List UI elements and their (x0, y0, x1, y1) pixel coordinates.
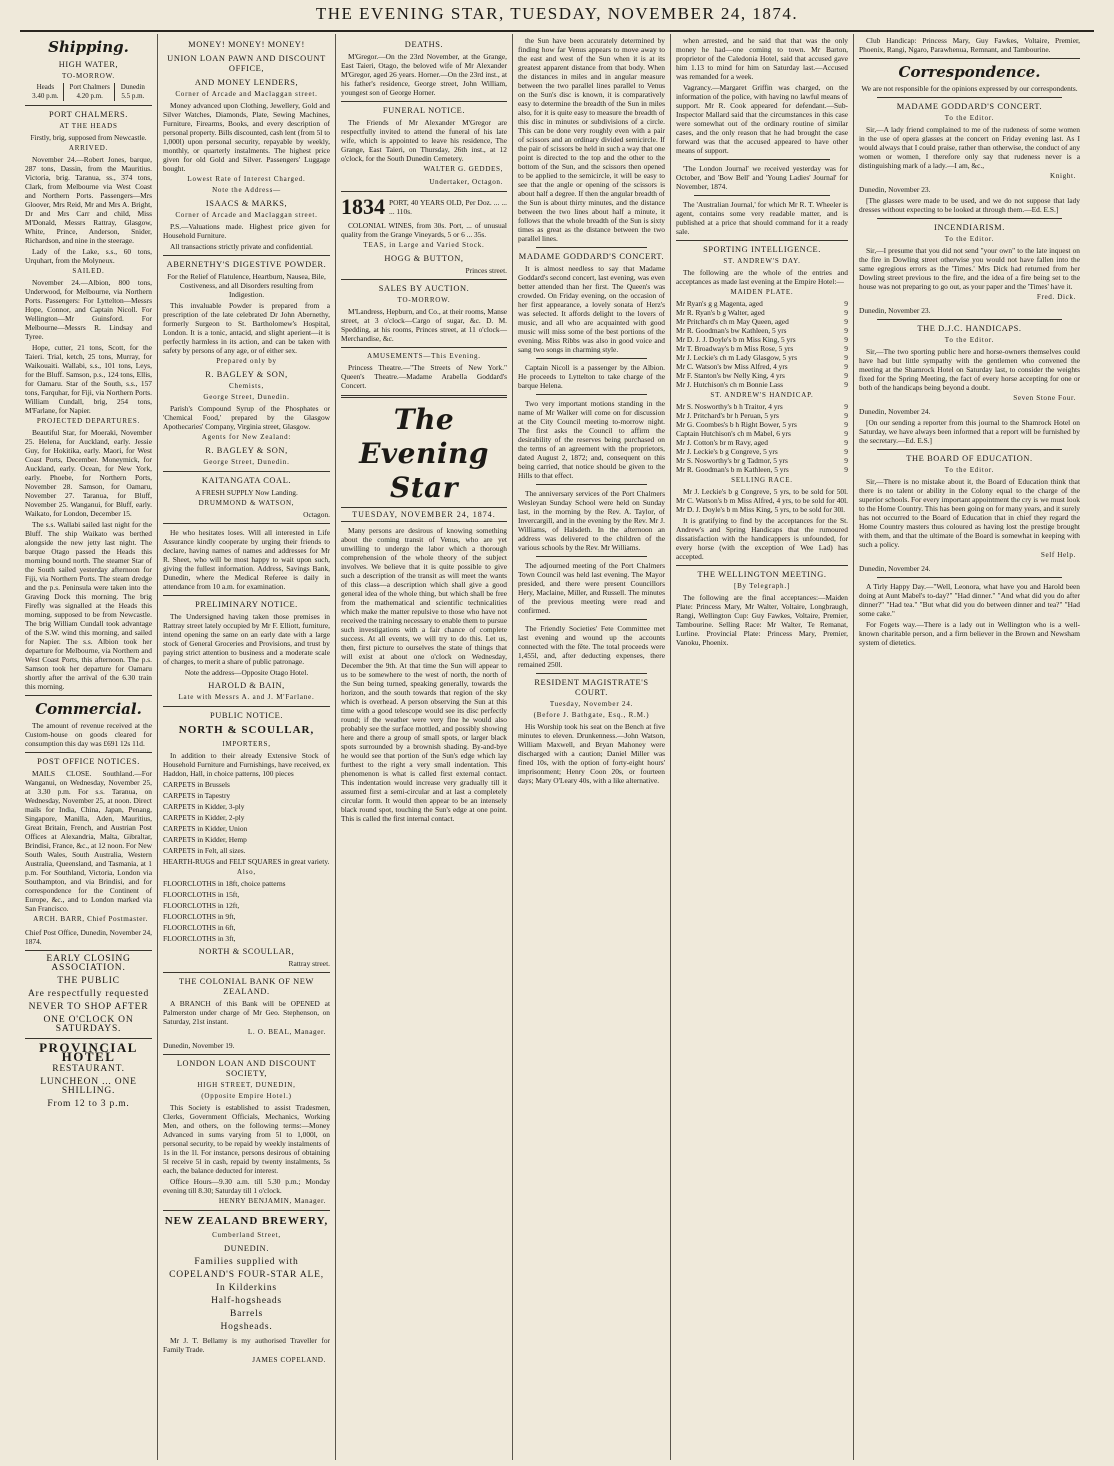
post-office-signature: ARCH. BARR, Chief Postmaster. (33, 915, 148, 923)
sales-tomorrow: TO-MORROW. (397, 296, 451, 304)
goddard-letter-heading: MADAME GODDARD'S CONCERT. (896, 102, 1043, 111)
wellington-heading: THE WELLINGTON MEETING. (697, 570, 827, 579)
goddard-letter-place: Dunedin, November 23. (859, 185, 931, 194)
kaitangata-firm: DRUMMOND & WATSON, (198, 499, 295, 507)
london-loan-signature: HENRY BENJAMIN, Manager. (218, 1197, 326, 1205)
amusements-text: Princess Theatre.—"The Streets of New York." Queen's Theatre.—Madame Arabella Goddard's Concert. (341, 363, 507, 390)
port-subheading: AT THE HEADS (59, 122, 118, 130)
happy-day-text: A Tirly Happy Day.—"Well, Leonora, what have you and Harold been doing at Aunt Mabel's to-day?" "Had dinner." "And what did you do after dinner?" "Had tea." "But what did you do between dinner and tea?" "Had some cake." (859, 582, 1080, 618)
editorial-text: Many persons are desirous of knowing something about the coming transit of Venus, who are yet unwilling to undergo the labor which a thorough comprehension of the whole theory of the subject involves. We believe that it is quite possible to give such a description of the transit as will meet the wants of this class—a description which shall give a good general idea of the whole thing, but which shall be free from the mathematical and scientific technicalities which make the matter repulsive to those who have not received the training necessary to enable them to pursue such investigations with a fair chance of complete success. At all events, we will try to do this. Let us, then, first picture to ourselves the state of things that will exist at about one o'clock on Wednesday, December the 9th. At that time the Sun will appear to us to be somewhere to the west of north, the north of the Sun being turned, speaking generally, towards the horizon, and the south towards that region of the sky which is overhead. A person observing the Sun at this time with a good telescope would see its disc perfectly round; if the weather were very fine he would also probably see the surface mottled, and possibly showing here and there a group of small spots, or larger black spots surrounded by a brownish shading. By-and-bye he would see that portion of the Sun's edge which lay furthest to the right a very small indentation. This phenomenon is what is called first external contact. This indentation would increase very gradually till it assumed first a semi-circular and at last a completely circular form. It would then appear to be an intensely black round spot, touching the Sun's edge at one point. This is called the first internal contact. (341, 526, 507, 823)
race-entry: Mr R. Goodman's b m Kathleen, 5 yrs 9 (676, 465, 848, 474)
public-notice-heading: PUBLIC NOTICE. (209, 711, 284, 720)
early-closing-one: ONE O'CLOCK ON SATURDAYS. (43, 1015, 134, 1034)
incendiarism-to: To the Editor. (944, 235, 995, 243)
maiden-plate-heading: MAIDEN PLATE. (730, 288, 794, 296)
st-andrews-intro: The following are the whole of the entries and acceptances as made last evening at the Empire Hotel:— (676, 268, 848, 286)
race-entry: Mr Ryan's g g Magenta, aged 9 (676, 299, 848, 308)
resident-court-heading: RESIDENT MAGISTRATE'S COURT. (534, 678, 649, 697)
race-entry: Mr Pritchard's ch m May Queen, aged 9 (676, 317, 848, 326)
port-heading: PORT CHALMERS. (49, 110, 128, 119)
preliminary-text: The Undersigned having taken those premises in Rattray street lately occupied by Mr F. Elliott, furniture, intend opening the same on an early date with a large stock of General Groceries and Provisions, and trust by paying strict attention to business and a moderate scale of charges, to merit a share of public patronage. (163, 612, 330, 666)
column-1 (20, 34, 157, 1460)
high-water-heading: HIGH WATER, (58, 60, 119, 69)
acceptances-text: It is gratifying to find by the acceptances for the St. Andrew's and Spring Handicaps that the rumoured dissatisfaction with the handicappers is unfounded, for every horse (with the exception of Wee Lad) has accepted. (676, 516, 848, 561)
post-office-text: MAILS CLOSE. Southland.—For Wanganui, on Wednesday, November 25, at 3.30 p.m. For s.s. Taranua, on Wednesday, November 25, at noon. Direct mails for India, China, Japan, Penang, Singapore, Manilla, Aden, Mauritius, Great Britain, French, and Austrian Post Offices at Alexandria, Malta, Gibraltar, Brindisi, France, &c., at 12 noon. For New South Wales, South Australia, Western Australia, Queensland, and Tasmania, at 1 p.m. For Southland, Victoria, London via Southampton, and via Brindisi, and for correspondence for the Continent of Europe, &c., and to London marked via San Francisco. (25, 769, 152, 913)
selling-race-heading: SELLING RACE. (731, 476, 793, 484)
brewery-street: Cumberland Street, (212, 1231, 281, 1239)
column-3 (335, 34, 512, 1460)
djc-signature: Seven Stone Four. (1013, 394, 1076, 402)
london-journal-text: 'The London Journal' we received yesterday was for October, and 'Bow Bell' and 'Young Ladies' Journal' for November, 1874. (676, 164, 848, 191)
post-office-place: Chief Post Office, Dunedin, November 24, 1874. (25, 928, 152, 946)
carpet-list (163, 780, 330, 866)
goddard-concert-text: It is almost needless to say that Madame Goddard's second concert, last evening, was even better attended than her first. The Queen's was crowded. On Friday evening, on the occasion of her first appearance, a lovely sonata of Herz's was selected. It affords delight to the lovers of music, and all who are acquainted with good music will miss some of the best portions of the evening. Miss Ribbs was also in good voice and sang two songs in charming style. (518, 264, 665, 354)
race-entry: Mr F. Stanton's bw Nelly King, 4 yrs 9 (676, 371, 848, 380)
colonial-wines-text: COLONIAL WINES, from 30s. Port, ... of unusual quality from the Grange Vineyards, 5 or 6 ... 35s. (341, 221, 507, 239)
hogg-button-name: HOGG & BUTTON, (384, 254, 464, 263)
brewery-signature: JAMES COPELAND. (252, 1356, 326, 1364)
goddard-letter-editor-note: [The glasses were made to be used, and we do not suppose that lady dresses without expecting to be looked at through them.—Ed. E.S.] (859, 196, 1080, 214)
deaths-text: M'Gregor.—On the 23rd November, at the Grange, East Taieri, Otago, the beloved wife of Mr Alexander M'Gregor, aged 26 years. Horner.—On the 23rd inst., at his father's residence, George street, John William, youngest son of George Horner. (341, 52, 507, 97)
union-loan-text: Money advanced upon Clothing, Jewellery, Gold and Silver Watches, Diamonds, Plate, Sewing Machines, Furniture, Firearms, Books, and every description of personal property. Bills discounted, cash lent (from 5l to 1,000l) upon personal security, repayable by weekly, monthly, or quarterly instalments. The highest price given for old Gold and Silver. Passengers' Luggage bought. (163, 101, 330, 173)
floorcloth-item: FLOORCLOTHS in 6ft, (163, 923, 236, 932)
wellington-telegraph: [By Telegraph.] (733, 582, 791, 590)
london-loan-opposite: (Opposite Empire Hotel.) (201, 1092, 292, 1100)
tide-dunedin: Dunedin 5.5 p.m. (120, 83, 145, 100)
commercial-text: The amount of revenue received at the Custom-house on goods cleared for consumption this day was £691 12s 11d. (25, 721, 152, 748)
race-entry: Mr S. Nosworthy's b h Traitor, 4 yrs 9 (676, 402, 848, 411)
colonial-bank-text: A BRANCH of this Bank will be OPENED at Palmerston under charge of Mr Geo. Stephenson, on Saturday, 21st instant. (163, 999, 330, 1026)
preliminary-address: Note the address—Opposite Otago Hotel. (184, 668, 309, 677)
st-andrews-heading: ST. ANDREW'S DAY. (723, 257, 801, 265)
brewery-heading: NEW ZEALAND BREWERY, (164, 1215, 329, 1227)
union-loan-corner-2: Corner of Arcade and Maclaggan street. (175, 211, 318, 219)
incendiarism-heading: INCENDIARISM. (934, 223, 1005, 232)
port-weather: Firstly, brig, supposed from Newcastle. (30, 133, 147, 142)
floorcloth-item: FLOORCLOTHS in 15ft, (163, 890, 240, 899)
carpet-item: CARPETS in Kidder, Union (163, 824, 248, 833)
brewery-hogsheads: Hogsheads. (220, 1322, 273, 1332)
resident-court-date: Tuesday, November 24. (549, 700, 634, 708)
north-scoullar-street: Rattray street. (288, 959, 330, 968)
north-scoullar-signature: NORTH & SCOULLAR, (198, 947, 295, 956)
tide-port-chalmers: Port Chalmers 4.20 p.m. (66, 83, 115, 101)
sales-text: M'Landress, Hepburn, and Co., at their rooms, Manse street, at 3 o'clock—Cargo of sugar, &c. D. M. Spedding, at his rooms, Princes street, at 11 o'clock—Merchandise, &c. (341, 307, 507, 343)
early-closing-heading: EARLY CLOSING ASSOCIATION. (46, 954, 131, 973)
court-continued-text: when arrested, and he said that that was the only money he had—one coming to town. Mr Barton, proprietor of the Caledonia Hotel, said that accused gave him 1.13 to mind for him on Saturday last.—Accused was remanded for a week. (676, 36, 848, 81)
early-closing-never: NEVER TO SHOP AFTER (28, 1002, 149, 1012)
port-wine-text: PORT, 40 YEARS OLD, Per Doz. ... ... ... 110s. (389, 198, 507, 216)
selling-race-text: Mr J. Leckie's b g Congreve, 5 yrs, to be sold for 50l. Mr C. Watson's b m Miss Alfred, 4 yrs, to be sold for 40l. Mr D. J. Doyle's b m Miss King, 5 yrs, to be sold for 30l. (676, 487, 848, 514)
abernethy-street-2: George Street, Dunedin. (203, 458, 290, 466)
deaths-heading: DEATHS. (404, 40, 444, 49)
race-entry: Mr J. Leckie's b g Congreve, 5 yrs 9 (676, 447, 848, 456)
union-loan-corner: Corner of Arcade and Maclaggan street. (175, 90, 318, 98)
projected-text: Beautiful Star, for Moeraki, November 25. Helena, for Auckland, early. Jessie Guy, for Hokitika, early. Maori, for West Coast Ports, December. Moneymick, for Auckland, early. Ocean, for New York, early. Phoebe, for Northern Ports, November 28. Samson, for Oamaru, November 27. Taranua, for Bluff, November 25. Wanganui, for Bluff, early. Waikato, for London, December 15. (25, 428, 152, 518)
board-education-signature: Self Help. (1040, 551, 1076, 559)
colonial-bank-heading: THE COLONIAL BANK OF NEW ZEALAND. (178, 977, 315, 996)
board-education-place: Dunedin, November 24. (859, 564, 931, 573)
funeral-signature-2: Undertaker, Octagon. (429, 178, 503, 186)
carpet-item: CARPETS in Kidder, 2-ply (163, 813, 245, 822)
abernethy-parish: Parish's Compound Syrup of the Phosphates or 'Chemical Food,' prepared by the Glasgow Apothecaries' Company, Virginia street, Glasgow. (163, 404, 330, 431)
race-entry: Mr R. Ryan's b g Walter, aged 9 (676, 308, 848, 317)
floorcloth-list (163, 879, 330, 943)
brewery-ale: COPELAND'S FOUR-STAR ALE, (169, 1270, 324, 1280)
abernethy-text: This invaluable Powder is prepared from a prescription of the late celebrated Dr John Abernethy, formerly Surgeon to St. Bartholomew's Hospital, London. It is a tonic, antacid, and slight aperient—it is perfectly harmless in its action, and can be taken with safety by persons of any age, or of either sex. (163, 301, 330, 355)
shipping-news: The s.s. Wallabi sailed last night for the Bluff. The ship Waikato was berthed alongside the new jetty last night. The barque Otago passed the Heads this morning bound north. The steamer Star of the South sailed yesterday afternoon for Fiji, via Northern Ports. The steam dredge and the p.s. Peninsula were taken into the Graving Dock this morning. The brig Firefly was signalled at the Heads this morning, supposed to be from Newcastle. The brig William Cundall took advantage of the S.W. wind this morning, and sailed for Napier. The s.s. Albion took her departure for Melbourne, via Northern and West Coast Ports, this afternoon. The p.s. Samson took her departure for Oamaru shortly after the arrival of the 6.30 train this morning. (25, 520, 152, 691)
abernethy-street: George Street, Dunedin. (203, 393, 290, 401)
abernethy-prepared: Prepared only by (216, 357, 277, 365)
preliminary-signature: HAROLD & BAIN, (208, 681, 285, 690)
djc-place: Dunedin, November 24. (859, 407, 931, 416)
shipping-heading: Shipping. (48, 38, 129, 56)
race-entry: Mr J. Hutchison's ch m Bonnie Lass 9 (676, 380, 848, 389)
abernethy-firm-2: R. BAGLEY & SON, (205, 446, 288, 455)
teas-line: TEAS, in Large and Varied Stock. (363, 241, 485, 249)
column-4 (512, 34, 670, 1460)
brewery-families: Families supplied with (194, 1257, 299, 1267)
abernethy-chemists: Chemists, (228, 382, 264, 390)
column-6 (853, 34, 1085, 1460)
tide-heads: Heads 3.40 p.m. (28, 83, 63, 101)
resident-court-before: (Before J. Bathgate, Esq., R.M.) (533, 711, 650, 719)
header-title: THE EVENING STAR, TUESDAY, NOVEMBER 24, 1874. (315, 4, 799, 23)
handicap-list (676, 402, 848, 474)
sailed-text: November 24.—Albion, 800 tons, Underwood, for Melbourne, via Northern Ports. Passengers: For Lyttelton—Messrs Hope, Connor, and Captain Nicoll. For Wellington—Mr Guinsford. For Melbourne—Messrs R. Lindsay and Tyree. (25, 278, 152, 341)
life-assurance-text: He who hesitates loses. Will all interested in Life Assurance kindly cooperate by urging their friends to declare, having names of names and addresses for Mr R. Sheet, who will be most happy to wait upon such, giving the fullest information. Address, Savings Bank, Dunedin, where the Medical Referee is daily in attendance from 10 a.m. for examination. (163, 528, 330, 591)
race-entry: Mr S. Nosworthy's br g Tadmor, 5 yrs 9 (676, 456, 848, 465)
carpet-item: CARPETS in Tapestry (163, 791, 231, 800)
page-header (20, 4, 1094, 32)
port-wine-year: 1834 (341, 194, 385, 219)
abernethy-sub: For the Relief of Flatulence, Heartburn, Nausea, Bile, Costiveness, and all Disorders resulting from Indigestion. (167, 272, 326, 299)
column-2 (157, 34, 335, 1460)
motions-text: Two very important motions standing in the name of Mr Walker will come on for discussion at the City Council meeting to-morrow night. The first asks the Council to affirm the desirability of the reserves being purchased on the terms of an agreement with the proprietors, dated August 2, 1872; and, consequent on this being carried, that notice should be given to the Hills to that effect. (518, 399, 665, 480)
london-loan-hours: Office Hours—9.30 a.m. till 5.30 p.m.; Monday evening till 8.30; Saturday till 1 o'clock. (163, 1177, 330, 1195)
colonial-bank-place: Dunedin, November 19. (163, 1041, 235, 1050)
tomorrow-label: TO-MORROW. (62, 72, 115, 80)
carpet-item: CARPETS in Brussels (163, 780, 230, 789)
luncheon-time: From 12 to 3 p.m. (47, 1099, 130, 1109)
carpet-item: HEARTH-RUGS and FELT SQUARES in great variety. (163, 857, 330, 866)
early-closing-request: Are respectfully requested (27, 989, 150, 999)
goddard-letter-text: Sir,—A lady friend complained to me of the rudeness of some women in the use of opera glasses at the concert on Friday evening last. As I would always that I could praise, rather than otherwise, the conduct of any women or women, I therefore only say that rudeness never is a distinguishing mark of a lady.—I am, &c., (859, 125, 1080, 170)
australian-journal-text: The 'Australian Journal,' for which Mr R. T. Wheeler is agent, contains some very readable matter, and is published at a price that should command for it a ready sale. (676, 200, 848, 236)
floorcloth-item: FLOORCLOTHS in 12ft, (163, 901, 240, 910)
flag-date: TUESDAY, NOVEMBER 24, 1874. (341, 507, 507, 522)
race-entry: Mr G. Coombes's b h Right Bower, 5 yrs 9 (676, 420, 848, 429)
fogets-way-text: For Fogets way.—There is a lady out in Wellington who is a well-known charitable person, and a firm believer in the Brown and Newsham system of dietetics. (859, 620, 1080, 647)
incendiarism-signature: Fred. Dick. (1036, 293, 1076, 301)
arrived-text: November 24.—Robert Jones, barque, 287 tons, Dassin, from the Mauritius. Victoria, brig. Taranua, ss., 374 tons, Clark, from Melbourne via West Coast and Northern Ports. Passengers—Mrs Gloover, Mrs Reid, Mr and Mrs A. Bright, Dr and Mrs Carr and child, Miss M'Donald, Messrs Rattray, Glasgow, White, Prince, Anderson, Snider, Richardson, and nine in the steerage. (25, 155, 152, 245)
commercial-heading: Commercial. (35, 700, 142, 718)
luncheon-line: LUNCHEON ... ONE SHILLING. (40, 1077, 137, 1096)
astronomy-text: the Sun have been accurately determined by finding how far Venus appears to move away to the east and west of the Sun when it is at its greatest apparent distance from that body. When the distances in miles and in angular measure between the two parallel lines parallel to Venus on the Sun's disc is known, it is comparatively easy to determine the breadth of the Sun in miles also, for it is quite easy to measure the breadth of this disc in minutes or subdivisions of a circle. This can be done very roughly even with a pair of scissors and an ordinary divided semicircle. If the pair of scissors be held in such a way that one point is directed to the top and the other to the bottom of the Sun, and the scissors then opened to be applied to the semicircle, it will be easy to see that the angle or opening of the scissors is about half a degree. If then the angular breadth of the Sun is about thirty minutes, and the distance between the two lines about half a minute, it follows that the whole breadth of the Sun is sixty times as great as the distance between the two parallel lines. (518, 36, 665, 243)
maiden-plate-list (676, 299, 848, 389)
st-andrews-handicap-heading: ST. ANDREW'S HANDICAP. (710, 391, 814, 399)
union-loan-sub: AND MONEY LENDERS, (194, 78, 299, 87)
sailed-text-2: Hope, cutter, 21 tons, Scott, for the Taieri. Trial, ketch, 25 tons, Murray, for Waikouaiti. Wallabi, s.s., 101 tons, Leys, for the Bluff. Samson, p.s., 124 tons, Ellis, for Oamaru. Star of the South, s.s., 157 tons, Farquhar, for Fiji, via Northern Ports. William Cundall, brig, 254 tons, M'Farlane, for Napier. (25, 343, 152, 415)
union-loan-lowest: Lowest Rate of Interest Charged. (187, 175, 306, 183)
arrived-heading: ARRIVED. (68, 144, 109, 152)
board-education-letter: Sir,—There is no mistake about it, the Board of Education think that there is no talent or ability in the Colony equal to the charge of the superior schools. For every important appointment the cry is we must look to the Home Country. This has been going on for many years, and it surely has not occurred to the Board of Education that in chief they regard the Home Country masters thus coloured as having lost the prestige brought with them, and that the ultimate of the Board is somewhat in keeping with such a policy. (859, 477, 1080, 549)
djc-heading: THE D.J.C. HANDICAPS. (917, 324, 1022, 333)
djc-letter: Sir,—The two sporting public here and horse-owners themselves could have had but little sympathy with the gentlemen who convened the meeting at the Shamrock Hotel on Saturday last, to consider the weights fixed for the Spring Meeting, the fact of every horse accepting for one or both of the handicaps being beyond a doubt. (859, 347, 1080, 392)
union-loan-name: ISAACS & MARKS, (205, 199, 288, 208)
djc-editor-note: [On our sending a reporter from this journal to the Shamrock Hotel on Saturday, we have always been informed that a report will be furnished by the secretary.—Ed. E.S.] (859, 418, 1080, 445)
north-scoullar-text: In addition to their already Extensive Stock of Household Furniture and Furnishings, have received, ex Haddon, Hall, in choice patterns, 100 pieces (163, 751, 330, 778)
wellington-text: The following are the final acceptances:—Maiden Plate: Princess Mary, Mr Walter, Voltaire, Longbraugh, Rangi, Wellington Cup: Guy Fawkes, Voltaire, Premier, Tambourine. Selling Race: Mr Walter, Te Remanat, Lurline. Provincial Plate: Princess Mary, Premier, Vanoku, Phoenix. (676, 593, 848, 647)
race-entry: Mr J. Pritchard's br h Peruan, 5 yrs 9 (676, 411, 848, 420)
correspondence-heading: Correspondence. (898, 63, 1041, 81)
goddard-letter-to: To the Editor. (944, 114, 995, 122)
abernethy-firm: R. BAGLEY & SON, (205, 370, 288, 379)
early-closing-public: THE PUBLIC (57, 976, 120, 986)
abernethy-heading: ABERNETHY'S DIGESTIVE POWDER. (166, 260, 327, 269)
amusements-heading: AMUSEMENTS—This Evening. (367, 352, 481, 360)
floorcloth-item: FLOORCLOTHS in 18ft, choice patterns (163, 879, 286, 888)
sales-heading: SALES BY AUCTION. (378, 284, 470, 293)
provincial-hotel-heading: PROVINCIAL HOTEL (39, 1040, 138, 1064)
brewery-barrels: Barrels (229, 1309, 264, 1319)
north-scoullar-heading: NORTH & SCOULLAR, (178, 724, 315, 736)
board-education-heading: THE BOARD OF EDUCATION. (906, 454, 1033, 463)
abernethy-agents: Agents for New Zealand: (201, 433, 292, 441)
incendiarism-place: Dunedin, November 23. (859, 306, 931, 315)
goddard-concert-heading: MADAME GODDARD'S CONCERT. (518, 252, 665, 261)
floorcloth-item: FLOORCLOTHS in 3ft, (163, 934, 236, 943)
london-loan-street: HIGH STREET, DUNEDIN, (197, 1081, 296, 1089)
column-5 (670, 34, 853, 1460)
preliminary-late: Late with Messrs A. and J. M'Farlane. (178, 693, 315, 701)
floorcloth-item: FLOORCLOTHS in 9ft, (163, 912, 236, 921)
page-columns (20, 34, 1094, 1460)
kaitangata-heading: KAITANGATA COAL. (201, 476, 292, 485)
north-scoullar-importers: IMPORTERS, (222, 740, 271, 748)
djc-to: To the Editor. (944, 336, 995, 344)
resident-court-text: His Worship took his seat on the Bench at five minutes to eleven. Drunkenness.—John Watson, William Maxwell, and Bryan Mahoney were discharged with a caution; Daniel Miller was fined 10s, with the option of forty-eight hours' imprisonment; Henry Coon 20s, or fourteen days; Mary O'Leary 40s, with a like alternative. (518, 722, 665, 785)
also-label: Also, (237, 868, 256, 876)
colonial-bank-signature: L. O. BEAL, Manager. (247, 1028, 326, 1036)
carpet-item: CARPETS in Kidder, Hemp (163, 835, 247, 844)
sailed-heading: SAILED. (72, 267, 105, 275)
club-handicap-text: Club Handicap: Princess Mary, Guy Fawkes, Voltaire, Premier, Phoenix, Rangi, Ngaro, Parawhenua, Remnant, and Tambourine. (859, 36, 1080, 54)
captain-nicoll-text: Captain Nicoll is a passenger by the Albion. He proceeds to Lyttelton to take charge of the barque Helena. (518, 363, 665, 390)
brewery-agent: Mr J. T. Bellamy is my authorised Traveller for Family Trade. (163, 1336, 330, 1354)
carpet-item: CARPETS in Felt, all sizes. (163, 846, 246, 855)
sporting-heading: SPORTING INTELLIGENCE. (703, 245, 821, 254)
adjourned-meeting-text: The adjourned meeting of the Port Chalmers Town Council was held last evening. The Mayor presided, and there were present Councillors Hery, Maclaine, Miller, and Russell. The minutes of the previous meeting were read and confirmed. (518, 561, 665, 615)
brewery-place: DUNEDIN. (223, 1244, 270, 1253)
race-entry: Mr T. Broadway's b m Miss Rose, 5 yrs 9 (676, 344, 848, 353)
arrived-text-2: Lady of the Lake, s.s., 60 tons, Urquhart, from the Molyneux. (25, 247, 152, 265)
funeral-text: The Friends of Mr Alexander M'Gregor are respectfully invited to attend the funeral of his late wife, which is appointed to leave his residence, The Grange, East Taieri, on Thursday, 26th inst., at 12 o'clock, for the South Dunedin Cemetery. (341, 118, 507, 163)
race-entry: Mr J. Leckie's ch m Lady Glasgow, 5 yrs 9 (676, 353, 848, 362)
goddard-letter-signature: Knight. (1050, 172, 1076, 180)
preliminary-heading: PRELIMINARY NOTICE. (195, 600, 298, 609)
friendly-societies-text: The Friendly Societies' Fete Committee met last evening and wound up the accounts connected with the fête. The total proceeds were 1,455l, and, after deducting expenses, there remained 250l. (518, 624, 665, 669)
race-entry: Mr R. Goodman's bw Kathleen, 5 yrs 9 (676, 326, 848, 335)
funeral-heading: FUNERAL NOTICE. (382, 106, 466, 115)
vagrancy-text: Vagrancy.—Margaret Griffin was charged, on the information of the police, with having no lawful means of support. Mr R. Cook appeared for defendant.—Sub-Inspector Mallard said that the circumstances in this case were somewhat out of the ordinary routine of similar cases, and the only reason that he had brought the case forward was that the accused appeared to have other means of support. (676, 83, 848, 155)
london-loan-heading: LONDON LOAN AND DISCOUNT SOCIETY, (176, 1059, 317, 1078)
race-entry: Mr D. J. J. Doyle's b m Miss King, 5 yrs 9 (676, 335, 848, 344)
board-education-to: To the Editor. (944, 466, 995, 474)
kaitangata-text: A FRESH SUPPLY Now Landing. (195, 488, 298, 497)
union-loan-ps: P.S.—Valuations made. Highest price given for Household Furniture. (163, 222, 330, 240)
brewery-half-hogsheads: Half-hogsheads (211, 1296, 282, 1306)
race-entry: Mr J. Cotton's br m Ravy, aged 9 (676, 438, 848, 447)
funeral-signature: WALTER G. GEDDES, (423, 165, 503, 173)
race-entry: Mr C. Watson's bw Miss Alfred, 4 yrs 9 (676, 362, 848, 371)
incendiarism-letter: Sir,—I presume that you did not send "your own" to the late inquest on the fire in Dowling street otherwise you would not have fallen into the same egregious errors as the 'Times.' Mrs Dick had returned from her Dowling street previous to the fire, and the idea of a fire being set to the house was not preparing to go out, as your paper and the 'Times' have it. (859, 246, 1080, 291)
union-loan-confidential: All transactions strictly private and confidential. (170, 242, 313, 251)
carpet-item: CARPETS in Kidder, 3-ply (163, 802, 245, 811)
money-banner: MONEY! MONEY! MONEY! (188, 40, 305, 49)
newspaper-flag: The Evening Star (359, 403, 489, 504)
kaitangata-place: Octagon. (303, 510, 330, 519)
port-wine-ad (341, 196, 507, 218)
provincial-hotel-restaurant: RESTAURANT. (52, 1064, 125, 1074)
tide-table (25, 83, 152, 101)
race-entry: Captain Hutchison's ch m Mabel, 6 yrs 9 (676, 429, 848, 438)
correspondence-note: We are not responsible for the opinions expressed by our correspondents. (861, 84, 1078, 93)
hogg-button-street: Princes street. (465, 266, 507, 275)
brewery-kilderkins: In Kilderkins (216, 1283, 277, 1293)
post-office-heading: POST OFFICE NOTICES. (37, 757, 140, 766)
union-loan-heading: UNION LOAN PAWN AND DISCOUNT OFFICE, (167, 54, 326, 73)
anniversary-text: The anniversary services of the Port Chalmers Wesleyan Sunday School were held on Sunday last, in the morning by the Rev. A. Taylor, of Invercargill, and in the evening by the Rev. Mr J. Williams, of Halsdeth. In the afternoon an address was delivered to the children of the various schools by the Rev. Mr Williams. (518, 489, 665, 552)
projected-heading: PROJECTED DEPARTURES. (36, 417, 141, 425)
union-loan-address-label: Note the Address— (212, 186, 281, 194)
london-loan-text: This Society is established to assist Tradesmen, Clerks, Government Officials, Mechanics, Working Men, and others, on the following terms:—Money Advanced in sums varying from 5l to 1,000l, on personal security, to be repaid by weekly instalments of 1s in the 1l. For instance, persons desirous of obtaining 5l receive 5l in cash, repaid by twenty instalments, 5s each, the balance deducted for interest. (163, 1103, 330, 1175)
